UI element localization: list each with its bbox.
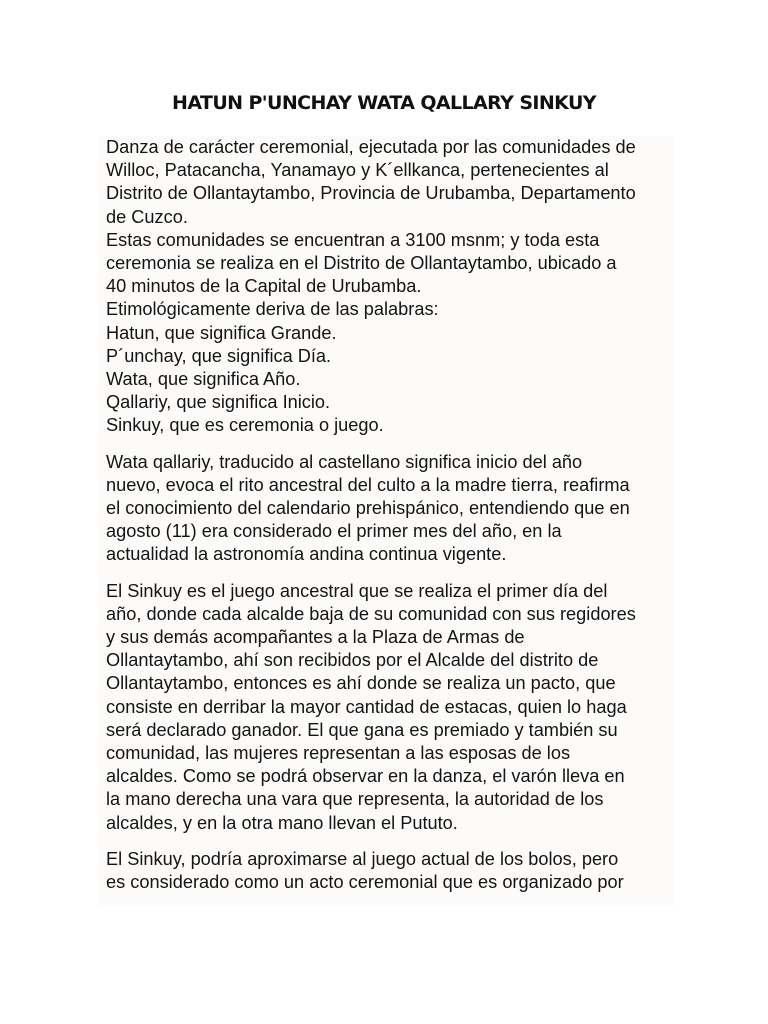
text-line: Danza de carácter ceremonial, ejecutada por las comunidades de	[106, 137, 636, 157]
document-title: HATUN P'UNCHAY WATA QALLARY SINKUY	[172, 92, 596, 114]
text-line: es considerado como un acto ceremonial que es organizado por	[106, 872, 624, 893]
text-line: Qallariy, que significa Inicio.	[106, 392, 331, 413]
paragraph	[106, 451, 666, 567]
text-line: alcaldes. Como se podrá observar en la danza, el varón lleva en	[106, 766, 625, 787]
text-line: Estas comunidades se encuentran a 3100 msnm; y toda esta	[106, 229, 600, 250]
text-line: actualidad la astronomía andina continua vigente.	[106, 544, 507, 565]
text-line: El Sinkuy es el juego ancestral que se realiza el primer día del	[106, 580, 608, 601]
text-line: Ollantaytambo, entonces es ahí donde se realiza un pacto, que	[106, 673, 616, 694]
text-line: Sinkuy, que es ceremonia o juego.	[106, 415, 384, 436]
text-line: agosto (11) era considerado el primer mes del año, en la	[106, 521, 562, 542]
text-line: Wata, que significa Año.	[106, 369, 301, 390]
text-line: será declarado ganador. El que gana es premiado y también su	[106, 719, 618, 740]
text-line: Etimológicamente deriva de las palabras:	[106, 299, 439, 320]
text-line: El Sinkuy, podría aproximarse al juego actual de los bolos, pero	[106, 848, 619, 869]
text-line: y sus demás acompañantes a la Plaza de Armas de	[106, 627, 525, 648]
text-line: Wata qallariy, traducido al castellano significa inicio del año	[106, 451, 583, 472]
text-line: consiste en derribar la mayor cantidad de estacas, quien lo haga	[106, 696, 627, 717]
text-line: de Cuzco.	[106, 206, 188, 227]
text-line: año, donde cada alcalde baja de su comunidad con sus regidores	[106, 603, 636, 624]
text-line: comunidad, las mujeres representan a las esposas de los	[106, 743, 571, 764]
document-body	[98, 136, 674, 907]
paragraph	[106, 580, 666, 835]
paragraph	[106, 848, 666, 894]
text-line: Hatun, que significa Grande.	[106, 322, 337, 343]
text-line: el conocimiento del calendario prehispánico, entendiendo que en	[106, 498, 630, 519]
text-line: Willoc, Patacancha, Yanamayo y K´ellkanca, pertenecientes al	[106, 160, 609, 181]
text-line: la mano derecha una vara que representa, la autoridad de los	[106, 789, 604, 810]
text-line: 40 minutos de la Capital de Urubamba.	[106, 276, 422, 297]
text-line: ceremonia se realiza en el Distrito de Ollantaytambo, ubicado a	[106, 253, 617, 274]
text-line: alcaldes, y en la otra mano llevan el Pututo.	[106, 812, 458, 833]
text-line: nuevo, evoca el rito ancestral del culto a la madre tierra, reafirma	[106, 474, 630, 495]
text-line: Distrito de Ollantaytambo, Provincia de Urubamba, Departamento	[106, 183, 636, 204]
paragraph	[106, 136, 666, 438]
text-line: Ollantaytambo, ahí son recibidos por el Alcalde del distrito de	[106, 650, 599, 671]
text-line: P´unchay, que significa Día.	[106, 345, 332, 366]
